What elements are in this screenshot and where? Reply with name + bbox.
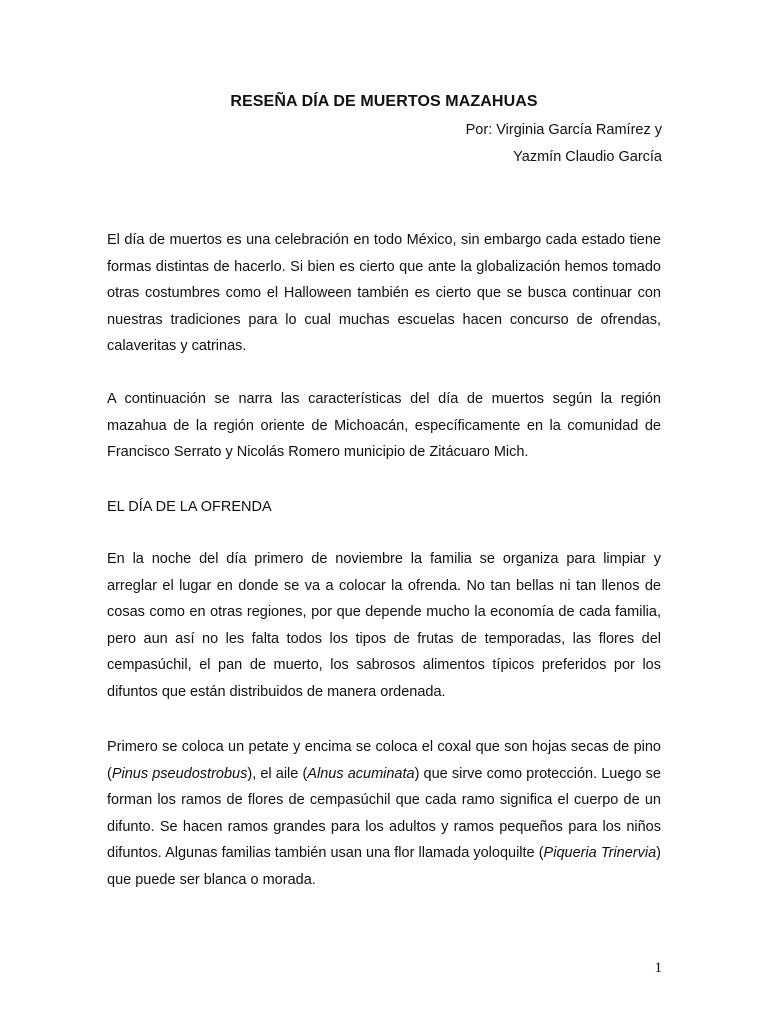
offering-paragraph: En la noche del día primero de noviembre la familia se organiza para limpiar y arreglar el lugar en donde se va a colocar la ofrenda. No tan bellas ni tan llenos de cosas como en otras regiones, por que depende mucho la economía de cada familia, pero aun así no les falta todos los tipos de frutas de temporadas, las flores del cempasúchil, el pan de muerto, los sabrosos alimentos típicos preferidos por los difuntos que están distribuidos de manera ordenada. [107,551,661,700]
section-heading: EL DÍA DE LA OFRENDA [107,499,272,515]
document-title: RESEÑA DÍA DE MUERTOS MAZAHUAS [230,93,538,110]
species-piqueria: Piqueria Trinervia [543,845,657,862]
petate-text-2: ), el aile ( [247,765,308,782]
petate-text-1: Primero se coloca un petate y encima se coloca el coxal que son hojas secas de pino ( [107,739,661,782]
page-number: 1 [654,960,662,976]
author-line-2: Yazmín Claudio García [513,149,662,165]
region-paragraph: A continuación se narra las características del día de muertos según la región mazahua de la región oriente de Michoacán, específicamente en la comunidad de Francisco Serrato y Nicolás Romero municipio de Zitácuaro Mich. [107,391,661,461]
intro-paragraph: El día de muertos es una celebración en todo México, sin embargo cada estado tiene formas distintas de hacerlo. Si bien es cierto que ante la globalización hemos tomado otras costumbres como el Halloween también es cierto que se busca continuar con nuestras tradiciones para lo cual muchas escuelas hacen concurso de ofrendas, calaveritas y catrinas. [107,232,661,355]
petate-text-3: ) que sirve como protección. Luego se forman los ramos de flores de cempasúchil que cada ramo significa el cuerpo de un difunto. Se hacen ramos grandes para los adultos y ramos pequeños para los niños difuntos. Algunas familias también usan una flor llamada yoloquilte ( [107,765,662,862]
author-line-1: Por: Virginia García Ramírez y [465,122,662,138]
petate-text-4: ) que puede ser blanca o morada. [107,845,661,888]
petate-paragraph [107,734,661,894]
species-pinus: Pinus pseudostrobus [111,765,248,782]
species-alnus: Alnus acuminata [307,765,415,782]
